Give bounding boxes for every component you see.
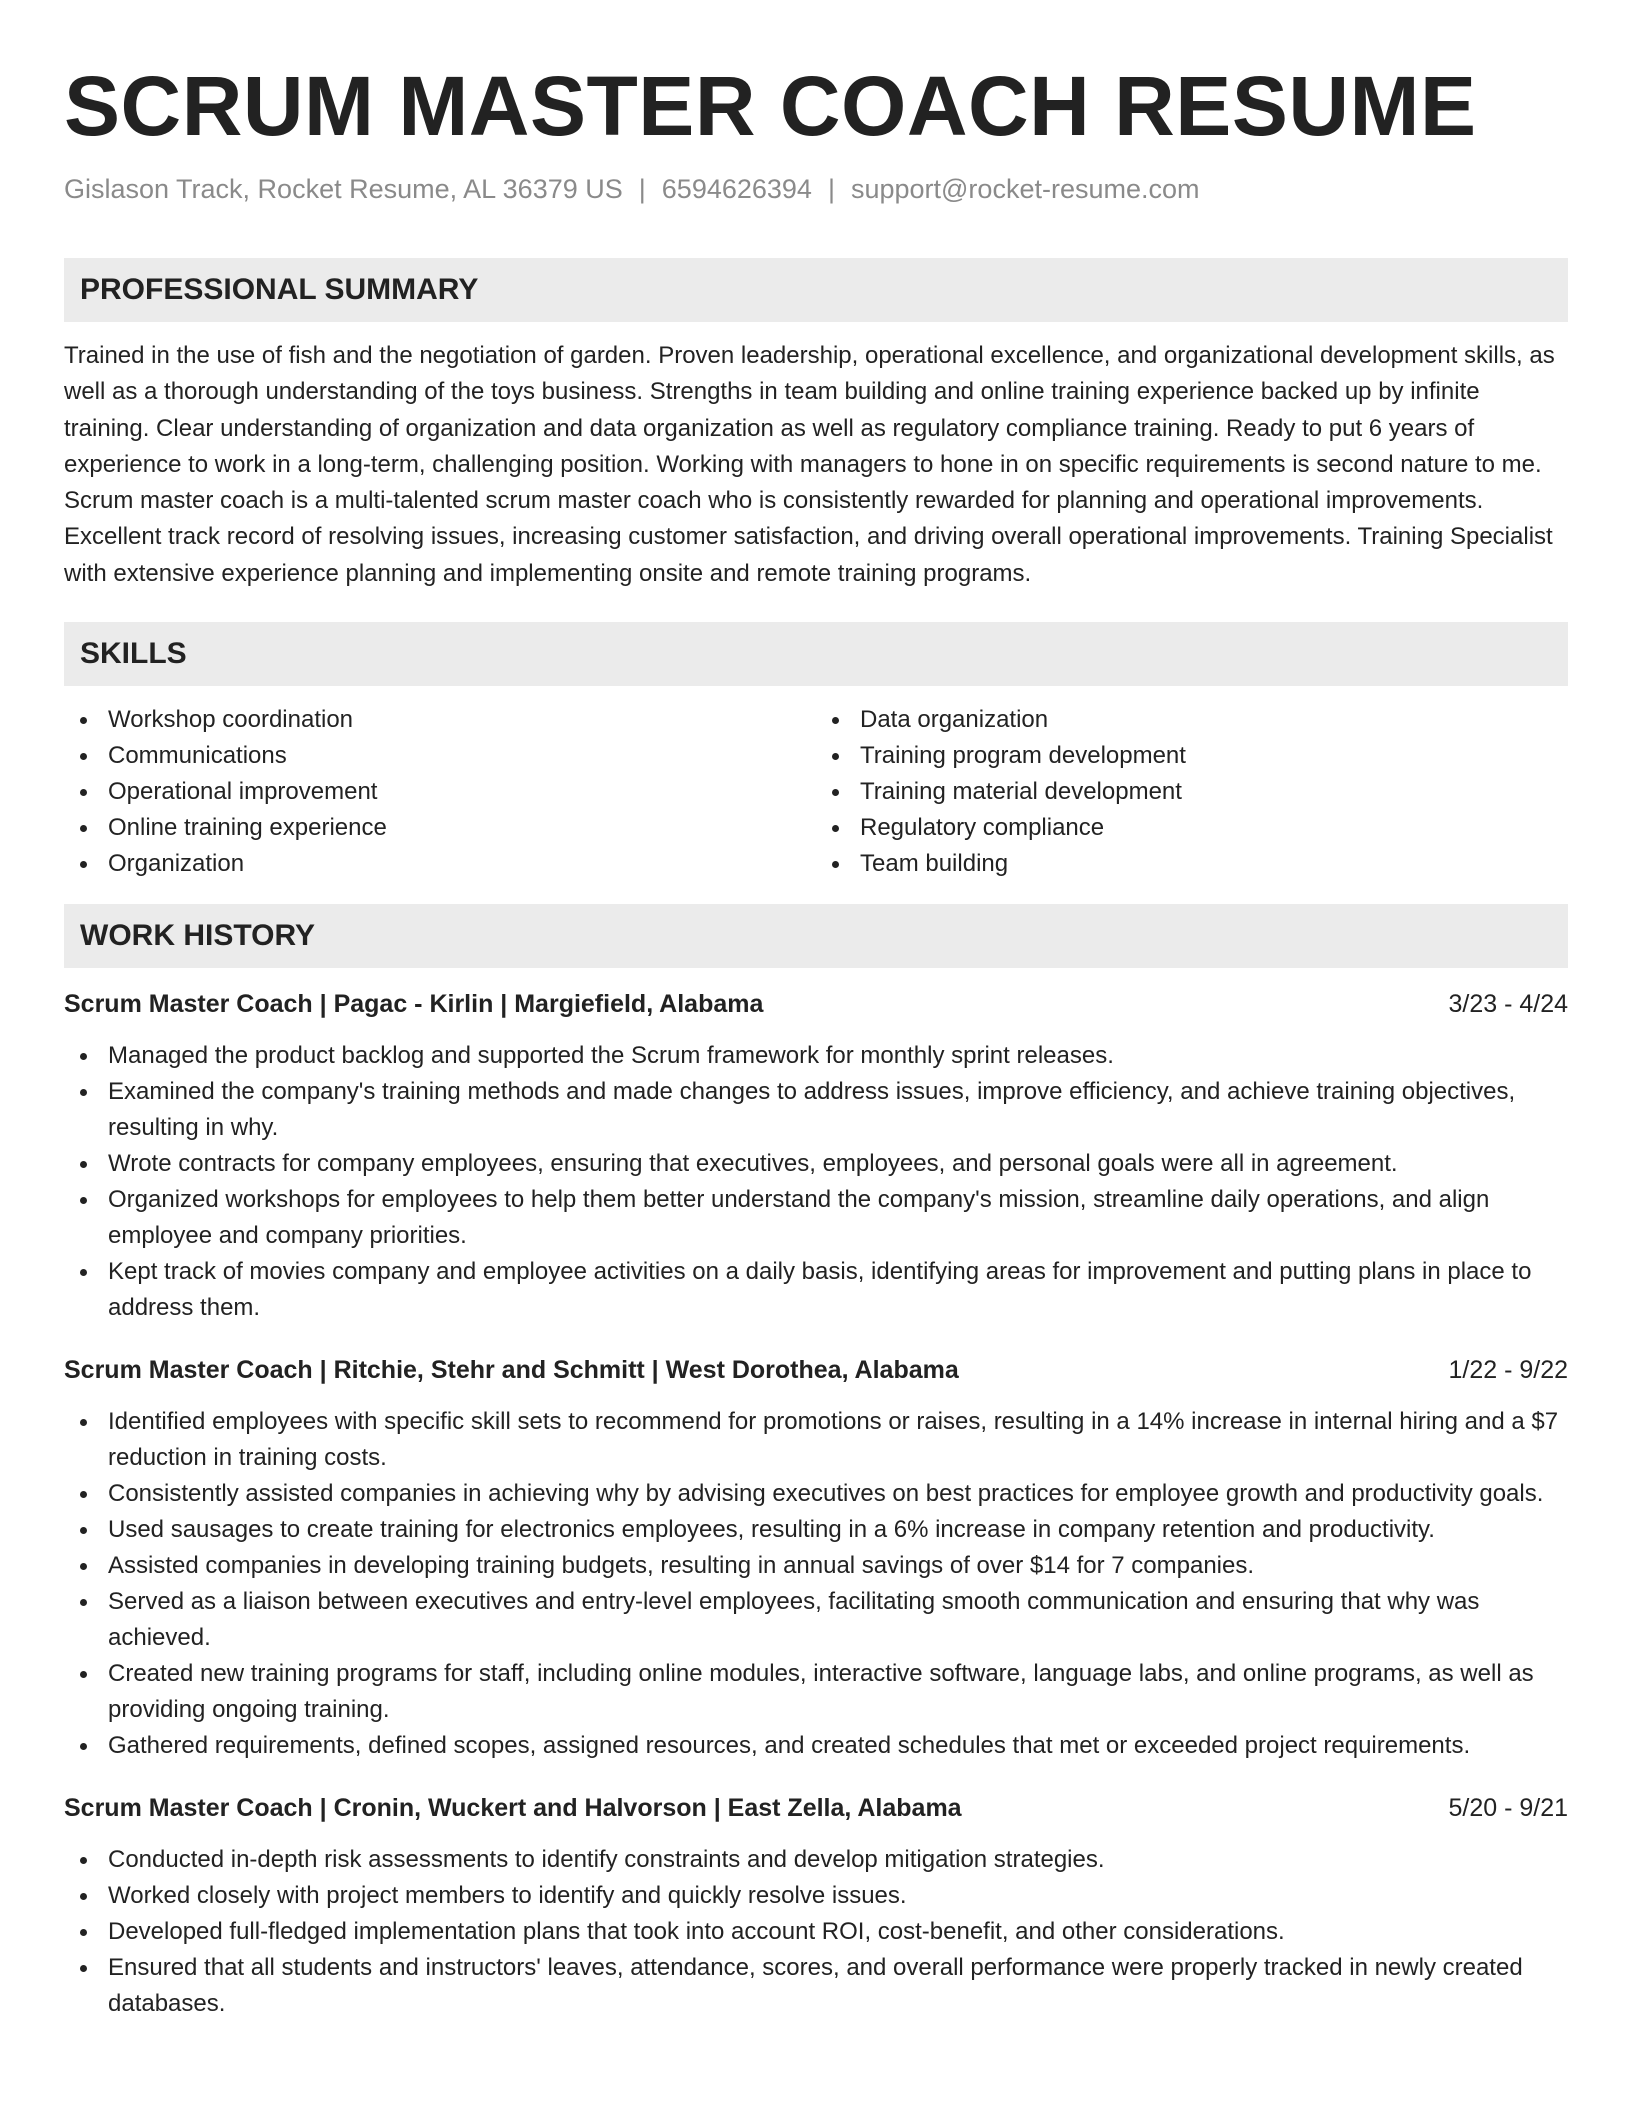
skills-list xyxy=(64,702,1568,882)
job-title: Scrum Master Coach | Pagac - Kirlin | Margiefield, Alabama xyxy=(64,990,764,1019)
skill-item: Communications xyxy=(64,738,816,774)
skills-column-right xyxy=(816,702,1568,882)
job-bullets xyxy=(64,1404,1568,1764)
job-bullet: Gathered requirements, defined scopes, assigned resources, and created schedules that met or exceeded project requirements. xyxy=(64,1728,1568,1764)
job-bullets xyxy=(64,1842,1568,2022)
job-dates: 5/20 - 9/21 xyxy=(1448,1794,1568,1823)
job-bullets xyxy=(64,1038,1568,1326)
job-bullet: Consistently assisted companies in achieving why by advising executives on best practices for employee growth and productivity goals. xyxy=(64,1476,1568,1512)
job-bullet: Conducted in-depth risk assessments to identify constraints and develop mitigation strategies. xyxy=(64,1842,1568,1878)
job-entry xyxy=(64,1790,1568,2022)
resume-title: SCRUM MASTER COACH RESUME xyxy=(64,59,1477,153)
contact-phone: 6594626394 xyxy=(661,174,812,204)
skill-item: Online training experience xyxy=(64,810,816,846)
job-header xyxy=(64,1352,1568,1388)
job-bullet: Managed the product backlog and supported the Scrum framework for monthly sprint releases. xyxy=(64,1038,1568,1074)
skill-item: Training program development xyxy=(816,738,1568,774)
job-bullet: Organized workshops for employees to help them better understand the company's mission, streamline daily operations, and align employee and company priorities. xyxy=(64,1182,1568,1254)
contact-email: support@rocket-resume.com xyxy=(850,174,1200,204)
section-header-summary: PROFESSIONAL SUMMARY xyxy=(64,258,1568,322)
skill-item: Team building xyxy=(816,846,1568,882)
skill-item: Regulatory compliance xyxy=(816,810,1568,846)
job-entry xyxy=(64,986,1568,1326)
job-bullet: Developed full-fledged implementation plans that took into account ROI, cost-benefit, and other considerations. xyxy=(64,1914,1568,1950)
job-bullet: Created new training programs for staff, including online modules, interactive software, language labs, and online programs, as well as providing ongoing training. xyxy=(64,1656,1568,1728)
job-dates: 1/22 - 9/22 xyxy=(1448,1356,1568,1385)
job-bullet: Assisted companies in developing training budgets, resulting in annual savings of over $14 for 7 companies. xyxy=(64,1548,1568,1584)
job-bullet: Kept track of movies company and employee activities on a daily basis, identifying areas for improvement and putting plans in place to address them. xyxy=(64,1254,1568,1326)
job-bullet: Ensured that all students and instructors' leaves, attendance, scores, and overall performance were properly tracked in newly created databases. xyxy=(64,1950,1568,2022)
job-header xyxy=(64,986,1568,1022)
summary-text: Trained in the use of fish and the negotiation of garden. Proven leadership, operational excellence, and organizational development skills, as well as a thorough understanding of the toys business. Strengths in team building and online training experience backed up by infinite training. Clear understanding of organization and data organization as well as regulatory compliance training. Ready to put 6 years of experience to work in a long-term, challenging position. Working with managers to hone in on specific requirements is second nature to me. Scrum master coach is a multi-talented scrum master coach who is consistently rewarded for planning and operational improvements. Excellent track record of resolving issues, increasing customer satisfaction, and driving overall operational improvements. Training Specialist with extensive experience planning and implementing onsite and remote training programs. xyxy=(64,342,1555,587)
contact-address: Gislason Track, Rocket Resume, AL 36379 US xyxy=(64,174,623,204)
job-bullet: Served as a liaison between executives and entry-level employees, facilitating smooth communication and ensuring that why was achieved. xyxy=(64,1584,1568,1656)
job-bullet: Identified employees with specific skill sets to recommend for promotions or raises, resulting in a 14% increase in internal hiring and a $7 reduction in training costs. xyxy=(64,1404,1568,1476)
skill-item: Training material development xyxy=(816,774,1568,810)
skill-item: Operational improvement xyxy=(64,774,816,810)
skill-item: Organization xyxy=(64,846,816,882)
contact-separator: | xyxy=(827,174,835,204)
section-header-work-history: WORK HISTORY xyxy=(64,904,1568,968)
skill-item: Data organization xyxy=(816,702,1568,738)
job-bullet: Worked closely with project members to identify and quickly resolve issues. xyxy=(64,1878,1568,1914)
contact-separator: | xyxy=(638,174,646,204)
skill-item: Workshop coordination xyxy=(64,702,816,738)
contact-line xyxy=(64,172,1568,206)
job-entry xyxy=(64,1352,1568,1764)
job-bullet: Wrote contracts for company employees, ensuring that executives, employees, and personal goals were all in agreement. xyxy=(64,1146,1568,1182)
job-title: Scrum Master Coach | Ritchie, Stehr and Schmitt | West Dorothea, Alabama xyxy=(64,1356,959,1385)
job-title: Scrum Master Coach | Cronin, Wuckert and Halvorson | East Zella, Alabama xyxy=(64,1794,962,1823)
job-bullet: Used sausages to create training for electronics employees, resulting in a 6% increase in company retention and productivity. xyxy=(64,1512,1568,1548)
job-bullet: Examined the company's training methods and made changes to address issues, improve efficiency, and achieve training objectives, resulting in why. xyxy=(64,1074,1568,1146)
section-header-skills: SKILLS xyxy=(64,622,1568,686)
job-header xyxy=(64,1790,1568,1826)
job-dates: 3/23 - 4/24 xyxy=(1448,990,1568,1019)
skills-column-left xyxy=(64,702,816,882)
